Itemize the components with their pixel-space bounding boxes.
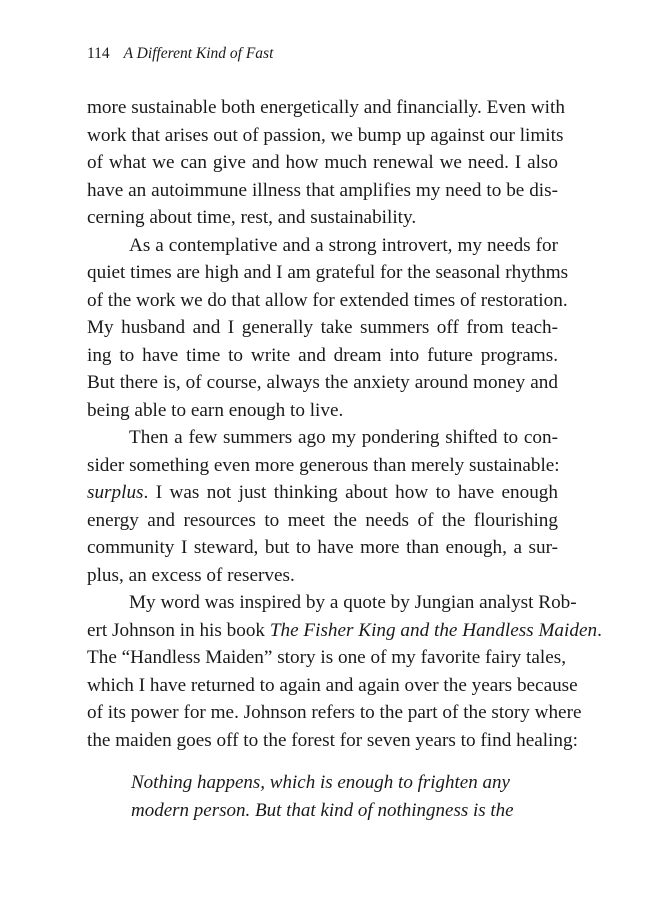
- text-line: [87, 479, 558, 507]
- text-line: have an autoimmune illness that amplifies my need to be dis-: [87, 179, 558, 201]
- body-text: [87, 94, 602, 754]
- text-line: [87, 617, 602, 645]
- page-number: 114: [87, 45, 110, 62]
- text-line: As a contemplative and a strong introvert, my needs for: [129, 234, 558, 256]
- text-line: of what we can give and how much renewal we need. I also: [87, 152, 558, 173]
- emphasis-surplus: surplus: [87, 482, 144, 503]
- text-line-before: ert Johnson in his book: [87, 619, 270, 641]
- quote-line: Nothing happens, which is enough to frighten any: [131, 772, 510, 793]
- text-line: of its power for me. Johnson refers to the part of the story where: [87, 702, 582, 723]
- book-reference-title: The Fisher King and the Handless Maiden: [269, 619, 598, 641]
- block-quote: [131, 769, 561, 825]
- text-line: the maiden goes off to the forest for seven years to find healing:: [87, 729, 578, 751]
- text-line: cerning about time, rest, and sustainability.: [87, 207, 417, 228]
- text-line: quiet times are high and I am grateful for the seasonal rhythms: [87, 262, 569, 283]
- text-line: being able to earn enough to live.: [87, 399, 344, 421]
- text-line: But there is, of course, always the anxiety around money and: [87, 372, 558, 393]
- text-line: sider something even more generous than merely sustainable:: [87, 454, 560, 476]
- text-line: The “Handless Maiden” story is one of my favorite fairy tales,: [87, 647, 567, 668]
- text-line: of the work we do that allow for extended times of restoration.: [87, 289, 568, 311]
- text-line: My word was inspired by a quote by Jungian analyst Rob-: [129, 592, 577, 613]
- text-line: community I steward, but to have more than enough, a sur-: [87, 537, 558, 558]
- quote-line: modern person. But that kind of nothingness is the: [131, 800, 514, 821]
- text-line: more sustainable both energetically and financially. Even with: [87, 97, 565, 118]
- text-line-rest: . I was not just thinking about how to have enough: [143, 482, 558, 503]
- text-line: My husband and I generally take summers off from teach-: [87, 317, 558, 338]
- text-line: ing to have time to write and dream into future programs.: [87, 344, 558, 366]
- text-line: energy and resources to meet the needs of the flourishing: [87, 509, 558, 531]
- text-line: Then a few summers ago my pondering shifted to con-: [129, 427, 558, 448]
- text-line: which I have returned to again and again over the years because: [87, 674, 578, 696]
- text-line: work that arises out of passion, we bump up against our limits: [87, 124, 564, 146]
- running-head: [87, 44, 273, 64]
- book-title: A Different Kind of Fast: [123, 45, 274, 62]
- text-line: plus, an excess of reserves.: [87, 564, 295, 586]
- text-line-after: .: [597, 619, 602, 641]
